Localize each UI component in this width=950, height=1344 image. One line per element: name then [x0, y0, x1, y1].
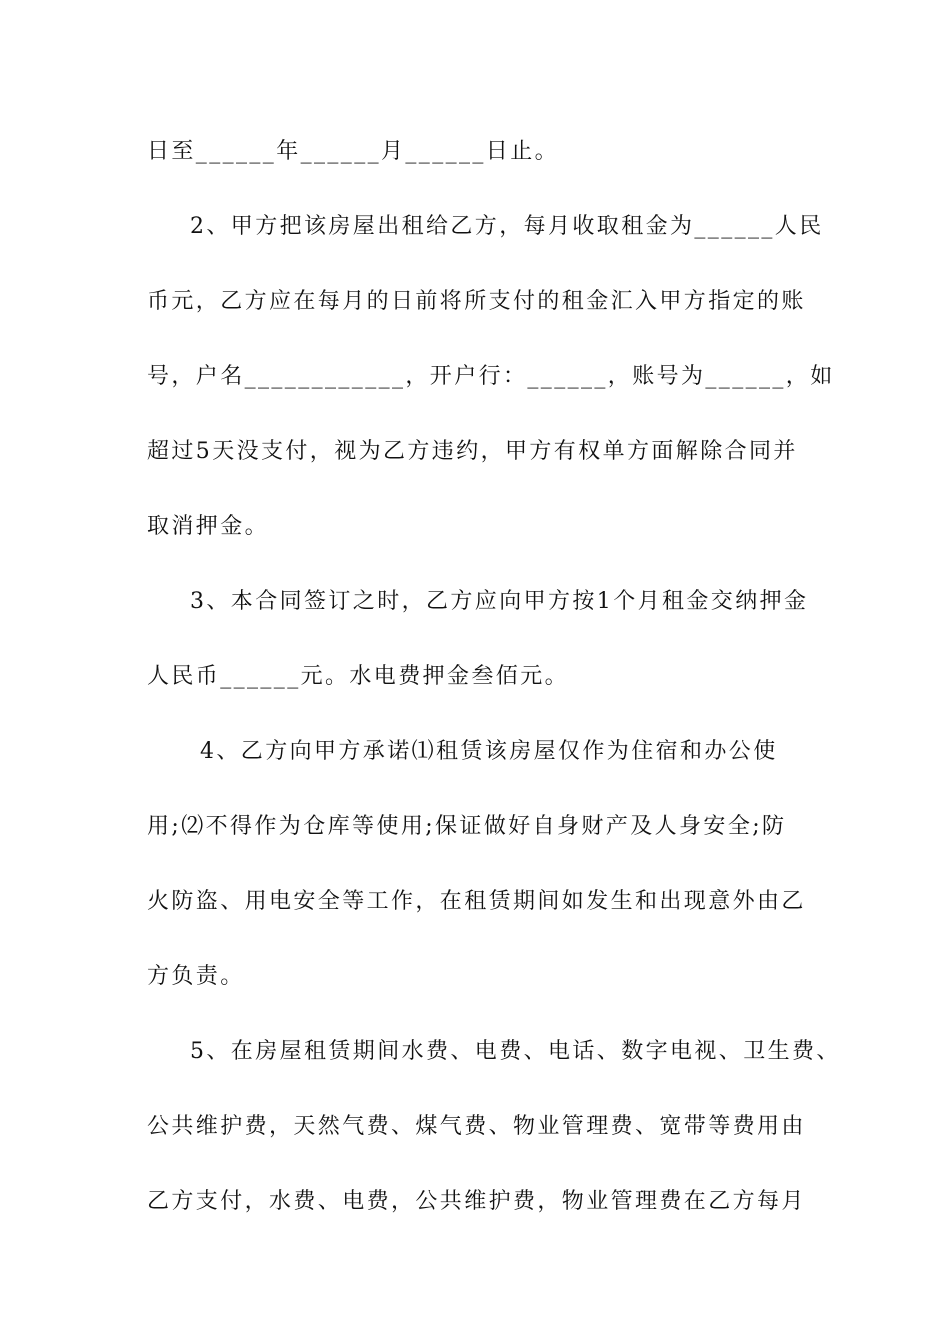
- text-line-clause-4-cont-3: 方负责。: [147, 964, 245, 989]
- text-line-clause-2-cont-4: 取消押金。: [147, 514, 270, 539]
- text-line-clause-5-cont-2: 乙方支付，水费、电费，公共维护费，物业管理费在乙方每月: [147, 1189, 806, 1214]
- text-line-clause-4-cont-2: 火防盗、用电安全等工作，在租赁期间如发生和出现意外由乙: [147, 889, 806, 914]
- text-line-clause-2-cont-1: 币元，乙方应在每月的日前将所支付的租金汇入甲方指定的账: [147, 289, 806, 314]
- text-line-clause-4: 4、乙方向甲方承诺⑴租赁该房屋仅作为住宿和办公使: [200, 739, 778, 764]
- text-line-clause-3-cont-1: 人民币______元。水电费押金叁佰元。: [147, 664, 570, 689]
- text-line-clause-5: 5、在房屋租赁期间水费、电费、电话、数字电视、卫生费、: [190, 1039, 841, 1064]
- text-line-term-end: 日至______年______月______日止。: [147, 139, 560, 164]
- text-line-clause-2: 2、甲方把该房屋出租给乙方，每月收取租金为______人民: [190, 214, 824, 239]
- text-line-clause-2-cont-2: 号，户名____________，开户行：______，账号为______，如: [147, 364, 835, 389]
- text-line-clause-3: 3、本合同签订之时，乙方应向甲方按1个月租金交纳押金: [190, 589, 809, 614]
- text-line-clause-5-cont-1: 公共维护费，天然气费、煤气费、物业管理费、宽带等费用由: [147, 1114, 806, 1139]
- text-line-clause-2-cont-3: 超过5天没支付，视为乙方违约，甲方有权单方面解除合同并: [147, 439, 798, 464]
- text-line-clause-4-cont-1: 用;⑵不得作为仓库等使用;保证做好自身财产及人身安全;防: [147, 814, 787, 839]
